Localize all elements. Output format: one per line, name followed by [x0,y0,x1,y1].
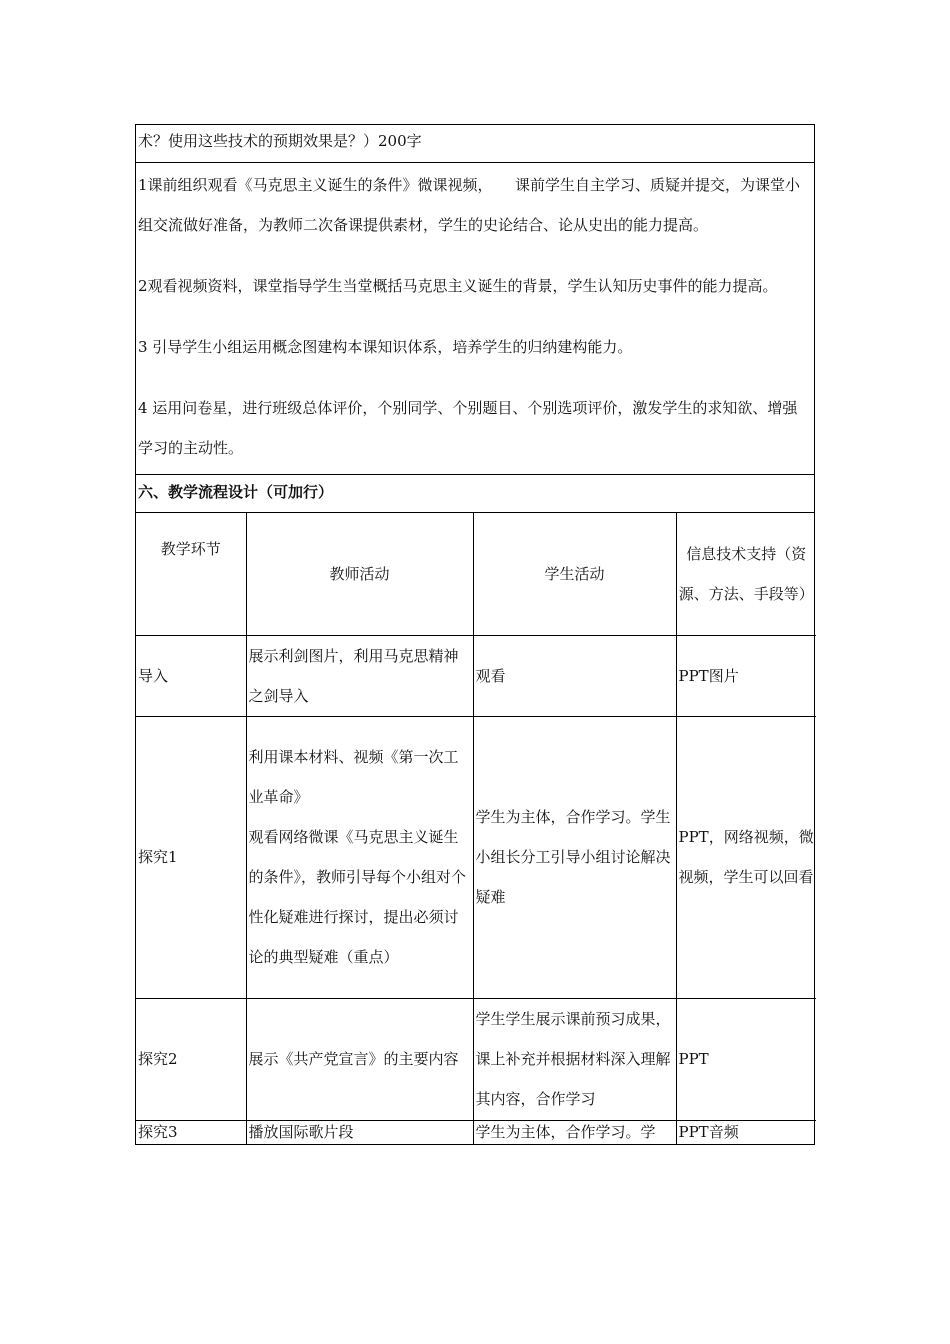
cell-stage: 导入 [136,635,246,716]
cell-stage: 探究2 [136,998,246,1120]
tech-plan-item: 2观看视频资料，课堂指导学生当堂概括马克思主义诞生的背景，学生认知历史事件的能力提高。 [138,277,778,295]
cell-tech: PPT图片 [676,635,816,716]
table-row [136,635,816,716]
tech-plan-list [136,163,814,475]
cell-student: 学生为主体，合作学习。学生小组长分工引导小组讨论解决疑难 [473,716,676,998]
teaching-flow-table [136,513,816,1144]
table-row [136,998,816,1120]
header-tech: 信息技术支持（资源、方法、手段等） [676,513,816,635]
header-student: 学生活动 [473,513,676,635]
table-header-row [136,513,816,635]
document-frame [135,124,815,1145]
flow-table-wrap [136,513,814,1144]
cell-teacher: 利用课本材料、视频《第一次工业革命》 观看网络微课《马克思主义诞生的条件》，教师引导每个小组对个性化疑难进行探讨，提出必须讨论的典型疑难（重点） [246,716,473,998]
cell-student: 学生学生展示课前预习成果，课上补充并根据材料深入理解其内容，合作学习 [473,998,676,1120]
tech-plan-item: 4 运用问卷星，进行班级总体评价，个别同学、个别题目、个别选项评价，激发学生的求知欲、增强学习的主动性。 [138,399,798,457]
cell-teacher: 展示《共产党宣言》的主要内容 [246,998,473,1120]
header-teacher: 教师活动 [246,513,473,635]
tech-plan-item: 3 引导学生小组运用概念图建构本课知识体系，培养学生的归纳建构能力。 [138,338,633,356]
cell-student: 学生为主体，合作学习。学 [473,1120,676,1144]
cell-tech: PPT [676,998,816,1120]
section-title: 六、教学流程设计（可加行） [136,475,814,513]
tech-plan-item: 1课前组织观看《马克思主义诞生的条件》微课视频， 课前学生自主学习、质疑并提交，为课堂小组交流做好准备，为教师二次备课提供素材，学生的史论结合、论从史出的能力提高。 [138,176,801,234]
cell-tech: PPT，网络视频，微视频，学生可以回看 [676,716,816,998]
cell-teacher: 展示利剑图片，利用马克思精神之剑导入 [246,635,473,716]
cell-student: 观看 [473,635,676,716]
cell-stage: 探究3 [136,1120,246,1144]
cell-teacher: 播放国际歌片段 [246,1120,473,1144]
table-row [136,1120,816,1144]
cell-stage: 探究1 [136,716,246,998]
cell-tech: PPT音频 [676,1120,816,1144]
header-stage: 教学环节 [136,513,246,635]
section-header-line: 术？使用这些技术的预期效果是？）200字 [136,125,814,163]
table-row [136,716,816,998]
